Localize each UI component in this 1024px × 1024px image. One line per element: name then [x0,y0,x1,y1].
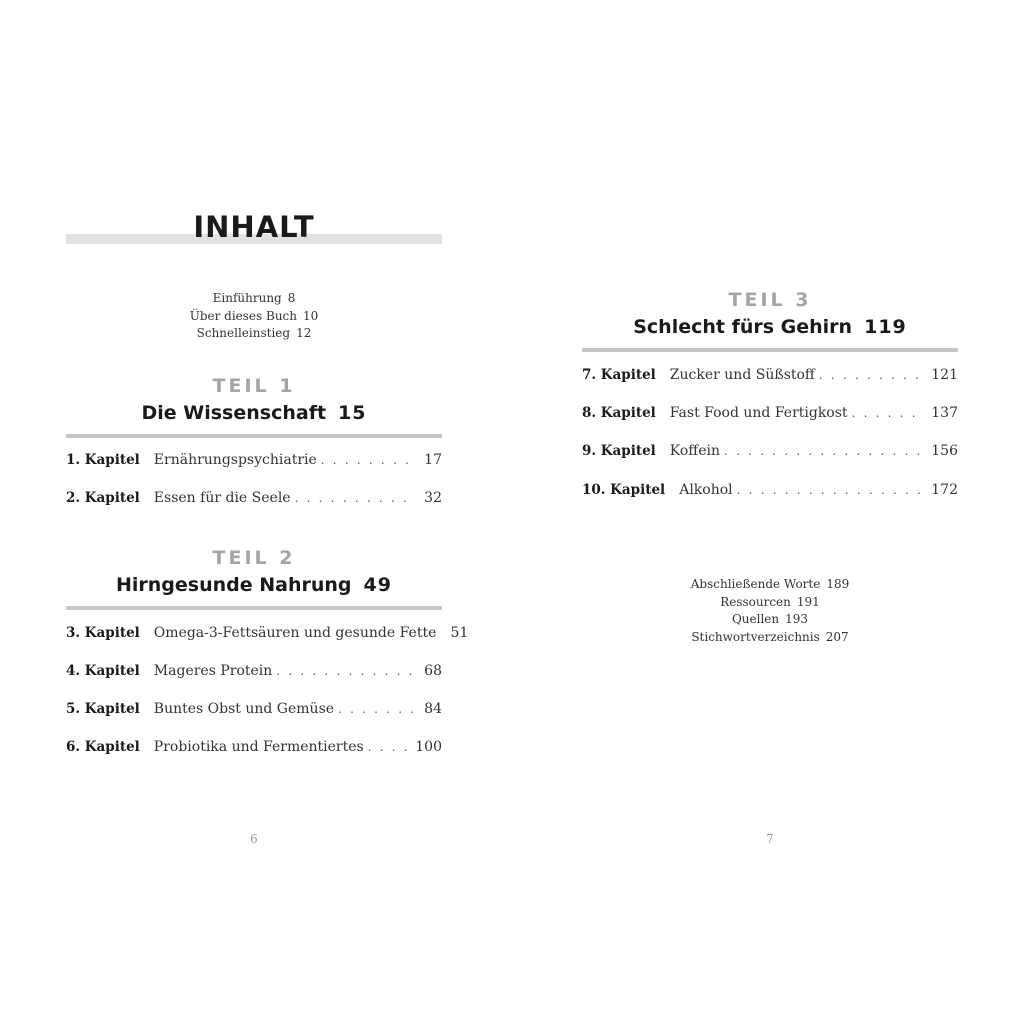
chapter-row-10[interactable] [582,482,958,502]
chapter-label: 7. Kapitel [582,367,656,383]
chapter-page: 172 [931,482,958,498]
dot-leader [321,453,414,467]
entry-title: Quellen [731,612,780,626]
chapter-row-2[interactable] [66,490,442,510]
chapter-label: 10. Kapitel [582,482,666,498]
dot-leader [276,664,414,678]
chapter-title: Mageres Protein [153,663,273,679]
part-title [66,572,442,598]
part-rule [66,434,442,438]
dot-leader [295,491,414,505]
dot-leader [368,740,408,754]
dot-leader [724,444,923,458]
entry-page: 193 [785,612,809,626]
chapter-page: 84 [424,701,442,717]
chapter-title: Zucker und Süßstoff [669,367,815,383]
part-rule [66,606,442,610]
chapter-label: 3. Kapitel [66,625,140,641]
chapter-title: Ernährungspsychiatrie [153,452,317,468]
chapter-page: 17 [424,452,442,468]
part-2-heading[interactable] [66,546,442,610]
page-number: 6 [250,832,258,846]
chapter-label: 8. Kapitel [582,405,656,421]
chapter-title: Koffein [669,443,721,459]
entry-title: Stichwortverzeichnis [691,629,820,644]
entry-title: Einführung [212,291,282,305]
back-matter-list [582,576,958,646]
chapter-page: 156 [931,443,958,459]
back-matter-entry[interactable] [582,629,958,647]
part-title [582,314,958,340]
chapter-row-7[interactable] [582,367,958,387]
chapter-page: 100 [415,739,442,755]
chapter-row-3[interactable] [66,625,469,645]
part-title [66,400,442,426]
right-page [582,0,958,1024]
entry-title: Über dieses Buch [189,308,297,323]
chapter-row-6[interactable] [66,739,442,759]
chapter-page: 68 [424,663,442,679]
dot-leader [737,483,924,497]
entry-page: 8 [287,291,296,305]
chapter-row-1[interactable] [66,452,442,472]
contents-heading-block [66,210,442,246]
front-matter-entry[interactable] [66,325,442,343]
part-page: 119 [864,316,907,338]
chapter-label: 1. Kapitel [66,452,140,468]
part-title-text: Schlecht fürs Gehirn [633,316,853,338]
entry-title: Ressourcen [720,594,791,609]
part-3-heading[interactable] [582,288,958,352]
part-label: TEIL 3 [728,289,812,311]
chapter-page: 51 [450,625,469,641]
chapter-title: Buntes Obst und Gemüse [153,701,335,717]
chapter-label: 4. Kapitel [66,663,140,679]
front-matter-list [66,290,442,343]
chapter-page: 137 [931,405,958,421]
chapter-page: 121 [931,367,958,383]
contents-heading: INHALT [193,210,315,244]
left-page [66,0,469,1024]
chapter-row-8[interactable] [582,405,958,425]
chapter-label: 2. Kapitel [66,490,140,506]
dot-leader [819,368,923,382]
chapter-title: Essen für die Seele [153,490,291,506]
chapter-row-9[interactable] [582,443,958,463]
back-matter-entry[interactable] [582,611,958,629]
dot-leader [852,406,924,420]
entry-title: Abschließende Worte [690,577,821,591]
entry-page: 12 [296,326,312,340]
entry-page: 10 [303,308,319,323]
back-matter-entry[interactable] [582,576,958,594]
entry-page: 189 [826,577,850,591]
page-number: 7 [766,832,774,846]
part-rule [582,348,958,352]
chapter-label: 6. Kapitel [66,739,140,755]
chapter-row-5[interactable] [66,701,442,721]
part-title-text: Die Wissenschaft [141,402,327,424]
chapter-row-4[interactable] [66,663,442,683]
part-label: TEIL 1 [212,375,296,397]
chapter-title: Alkohol [679,482,733,498]
back-matter-entry[interactable] [582,594,958,612]
entry-page: 191 [796,594,820,609]
entry-page: 207 [825,629,849,644]
front-matter-entry[interactable] [66,308,442,326]
part-1-heading[interactable] [66,374,442,438]
part-page: 15 [338,402,367,424]
chapter-title: Probiotika und Fermentiertes [153,739,364,755]
chapter-label: 9. Kapitel [582,443,656,459]
chapter-title: Omega-3-Fettsäuren und gesunde Fette [153,625,437,641]
part-label: TEIL 2 [212,547,296,569]
entry-title: Schnelleinstieg [196,326,291,340]
part-page: 49 [363,574,392,596]
part-title-text: Hirngesunde Nahrung [116,574,352,596]
front-matter-entry[interactable] [66,290,442,308]
chapter-page: 32 [424,490,442,506]
chapter-title: Fast Food und Fertigkost [669,405,848,421]
chapter-label: 5. Kapitel [66,701,140,717]
dot-leader [338,702,414,716]
